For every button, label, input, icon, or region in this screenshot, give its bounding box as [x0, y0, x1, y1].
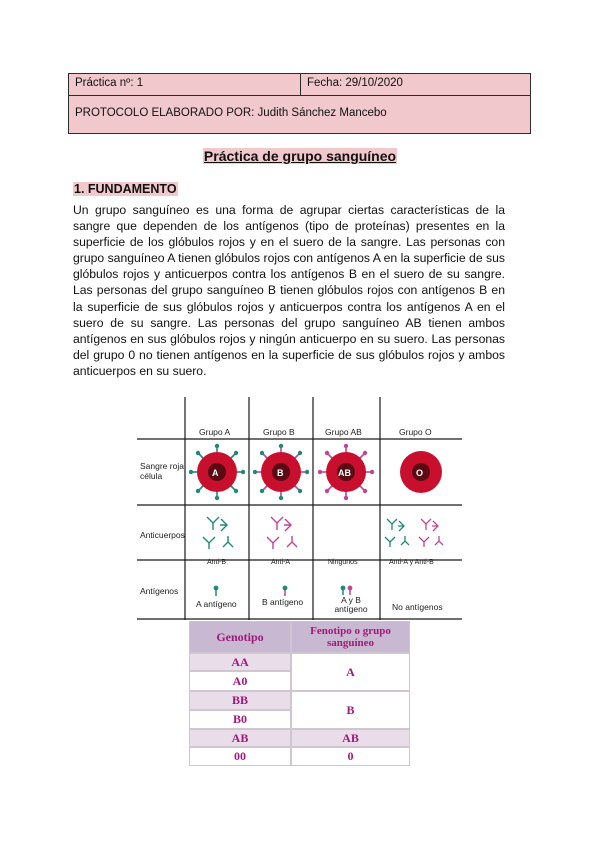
cell-letter-o: O — [416, 468, 424, 478]
antibody-label-b: Anti-A — [271, 559, 291, 566]
phenotype-a: A — [291, 653, 410, 691]
author-label: PROTOCOLO ELABORADO POR: Judith Sánchez Mancebo — [75, 107, 387, 119]
phenotype-ab: AB — [291, 729, 410, 747]
antigen-label-o: No antígenos — [392, 602, 443, 612]
antibody-label-ab: Ningunos — [328, 559, 358, 566]
date-label: Fecha: 29/10/2020 — [307, 77, 403, 89]
antibody-label-o: Anti-A y Anti-B — [389, 559, 434, 566]
genotype-b0: B0 — [189, 710, 291, 729]
col-header-b: Grupo B — [263, 427, 295, 437]
phenotype-0: 0 — [291, 747, 410, 766]
antigen-ab-icon — [341, 586, 353, 595]
genotype-bb: BB — [189, 691, 291, 710]
antibody-anti-a-b-icon — [385, 519, 443, 547]
col-header-ab: Grupo AB — [325, 427, 362, 437]
phenotype-header: Fenotipo o grupo sanguíneo — [291, 621, 410, 653]
cell-letter-b: B — [277, 468, 284, 478]
phenotype-b: B — [291, 691, 410, 729]
cell-letter-ab: AB — [338, 468, 351, 478]
header-box — [68, 73, 531, 134]
antigen-label-ab: A y B antígeno — [334, 595, 368, 614]
row-label-antigens: Antígenos — [140, 586, 179, 596]
row-label-cells: Sangre roja célula — [140, 461, 184, 481]
page-title-text: Práctica de grupo sanguíneo — [203, 148, 397, 164]
row-label-antibodies: Anticuerpos — [140, 530, 185, 540]
antigen-label-b: B antígeno — [262, 597, 304, 607]
antibody-label-a: Anti-B — [207, 559, 227, 566]
antibody-anti-a-icon — [267, 517, 297, 549]
antigen-label-a: A antígeno — [196, 599, 237, 609]
antigen-a-icon — [214, 586, 219, 596]
genotype-00: 00 — [189, 747, 291, 766]
blood-group-figure — [137, 397, 462, 620]
section-heading: 1. FUNDAMENTO — [74, 182, 177, 196]
section-paragraph: Un grupo sanguíneo es una forma de agrupar ciertas características de la sangre que dependen de los antígenos (tipo de proteínas) presentes en la superficie de los glóbulos rojos y en el suero de la sangre. Las personas con grupo sanguíneo A tienen glóbulos rojos con antígenos A en la superficie de sus glóbulos rojos y anticuerpos contra los antígenos B en el suero de su sangre. Las personas del grupo sanguíneo B tienen glóbulos rojos con antígenos B en la superficie de sus glóbulos rojos y anticuerpos contra los antígenos A en el suero de su sangre. Las personas del grupo sanguíneo AB tienen ambos antígenos en sus glóbulos rojos y ningún anticuerpo en su suero. Las personas del grupo 0 no tienen antígenos en la superficie de sus glóbulos rojos y ambos anticuerpos en su suero. — [73, 203, 505, 378]
genotype-ab: AB — [189, 729, 291, 747]
antibody-anti-b-icon — [203, 517, 233, 549]
practice-label: Práctica nº: 1 — [75, 77, 144, 89]
genotype-aa: AA — [189, 653, 291, 671]
genotype-header: Genotipo — [189, 621, 291, 653]
col-header-a: Grupo A — [199, 427, 231, 437]
cell-letter-a: A — [212, 468, 219, 478]
col-header-o: Grupo O — [399, 427, 432, 437]
genotype-table — [189, 621, 410, 766]
page-title — [0, 148, 600, 166]
antigen-b-icon — [283, 586, 288, 596]
genotype-a0: A0 — [189, 671, 291, 691]
